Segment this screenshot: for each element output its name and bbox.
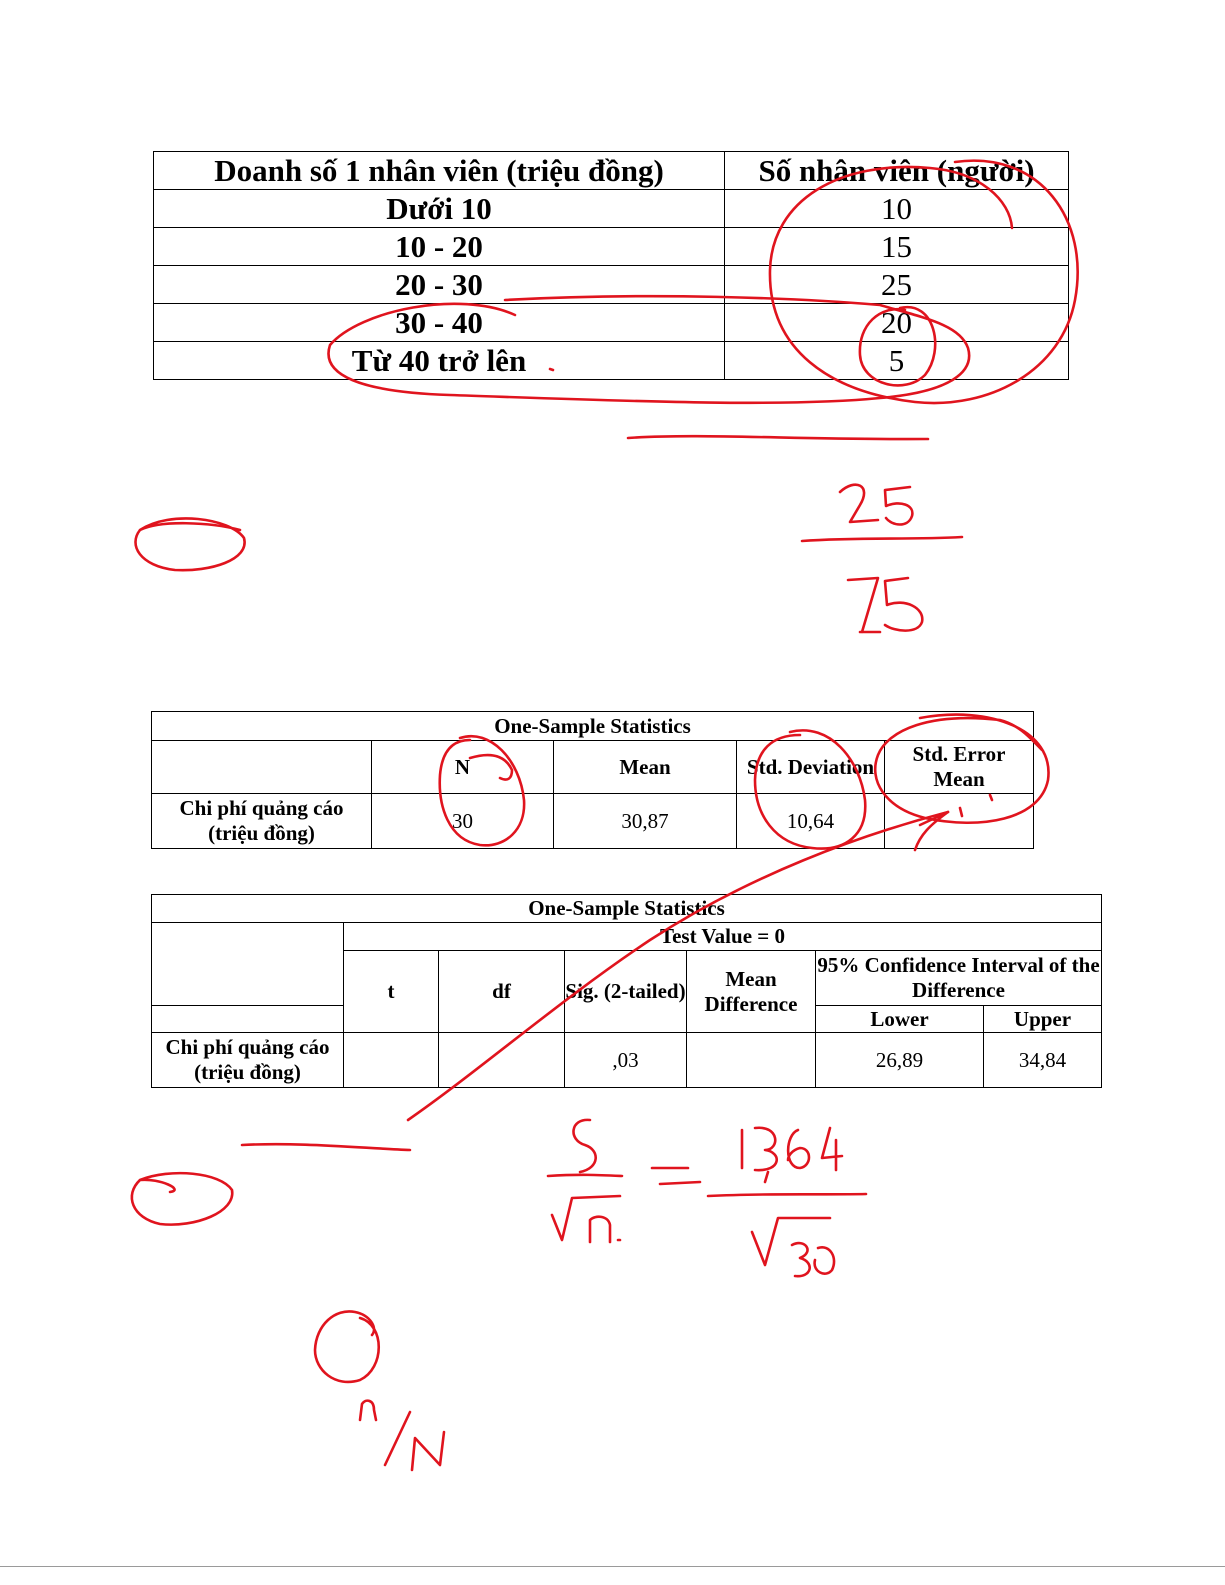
sig-value: ,03	[565, 1033, 687, 1088]
sales-range-cell: 10 - 20	[154, 228, 725, 266]
ink-formula-sqrt-30	[752, 1218, 834, 1276]
ink-fraction-denominator	[848, 578, 922, 632]
table-row	[154, 342, 1069, 380]
mean-difference-value	[687, 1033, 816, 1088]
std-deviation-value: 10,64	[737, 794, 885, 849]
employee-count-cell: 10	[725, 190, 1069, 228]
header-confidence-interval: 95% Confidence Interval of the Difference	[816, 951, 1102, 1006]
blank-subheader-cell	[152, 1006, 344, 1033]
table-header-row	[154, 152, 1069, 190]
header-n: N	[372, 741, 554, 794]
sales-frequency-table	[153, 151, 1069, 380]
header-lower: Lower	[816, 1006, 984, 1033]
table-title: One-Sample Statistics	[152, 895, 1102, 923]
table-title-row	[152, 895, 1102, 923]
ink-formula-s	[574, 1120, 596, 1172]
blank-header-cell	[152, 923, 344, 1006]
header-employee-count: Số nhân viên (người)	[725, 152, 1069, 190]
header-std-deviation: Std. Deviation	[737, 741, 885, 794]
table-row	[154, 228, 1069, 266]
table-header-row	[152, 741, 1034, 794]
header-mean: Mean	[554, 741, 737, 794]
employee-count-cell: 25	[725, 266, 1069, 304]
sales-range-cell: Từ 40 trở lên	[154, 342, 725, 380]
ink-formula-sqrt-n	[552, 1196, 620, 1242]
mean-value: 30,87	[554, 794, 737, 849]
blank-header-cell	[152, 741, 372, 794]
table-row	[154, 266, 1069, 304]
ink-oval-2	[132, 1173, 232, 1224]
header-upper: Upper	[984, 1006, 1102, 1033]
one-sample-test-table	[151, 894, 1102, 1088]
sales-range-cell: 30 - 40	[154, 304, 725, 342]
ink-oval-1	[135, 518, 244, 570]
header-mean-difference: Mean Difference	[687, 951, 816, 1033]
std-error-mean-value	[885, 794, 1034, 849]
employee-count-cell: 15	[725, 228, 1069, 266]
test-value-label: Test Value = 0	[344, 923, 1102, 951]
ink-formula-equals	[652, 1168, 700, 1184]
test-value-row	[152, 923, 1102, 951]
ink-formula-numerator	[742, 1128, 842, 1182]
one-sample-statistics-table	[151, 711, 1034, 849]
row-label: Chi phí quảng cáo (triệu đồng)	[152, 794, 372, 849]
ink-circle-small	[315, 1311, 379, 1382]
header-t: t	[344, 951, 439, 1033]
t-value	[344, 1033, 439, 1088]
employee-count-cell: 20	[725, 304, 1069, 342]
ink-dash	[242, 1144, 410, 1150]
row-label: Chi phí quảng cáo (triệu đồng)	[152, 1033, 344, 1088]
table-title: One-Sample Statistics	[152, 712, 1034, 741]
ink-fraction-numerator	[840, 485, 912, 525]
page-bottom-rule	[0, 1566, 1225, 1567]
n-value: 30	[372, 794, 554, 849]
table-title-row	[152, 712, 1034, 741]
df-value	[439, 1033, 565, 1088]
table-row	[154, 304, 1069, 342]
sales-range-cell: Dưới 10	[154, 190, 725, 228]
ci-lower-value: 26,89	[816, 1033, 984, 1088]
employee-count-cell: 5	[725, 342, 1069, 380]
ink-n-over-n	[360, 1401, 444, 1470]
ink-formula-bar-2	[708, 1194, 866, 1196]
header-sig: Sig. (2-tailed)	[565, 951, 687, 1033]
header-std-error-mean: Std. Error Mean	[885, 741, 1034, 794]
table-row	[152, 1033, 1102, 1088]
table-row	[154, 190, 1069, 228]
ink-fraction-bar	[802, 537, 962, 541]
ink-underline	[628, 436, 928, 439]
ink-formula-bar-1	[548, 1175, 622, 1176]
ci-upper-value: 34,84	[984, 1033, 1102, 1088]
header-df: df	[439, 951, 565, 1033]
sales-range-cell: 20 - 30	[154, 266, 725, 304]
table-row	[152, 794, 1034, 849]
header-sales-range: Doanh số 1 nhân viên (triệu đồng)	[154, 152, 725, 190]
